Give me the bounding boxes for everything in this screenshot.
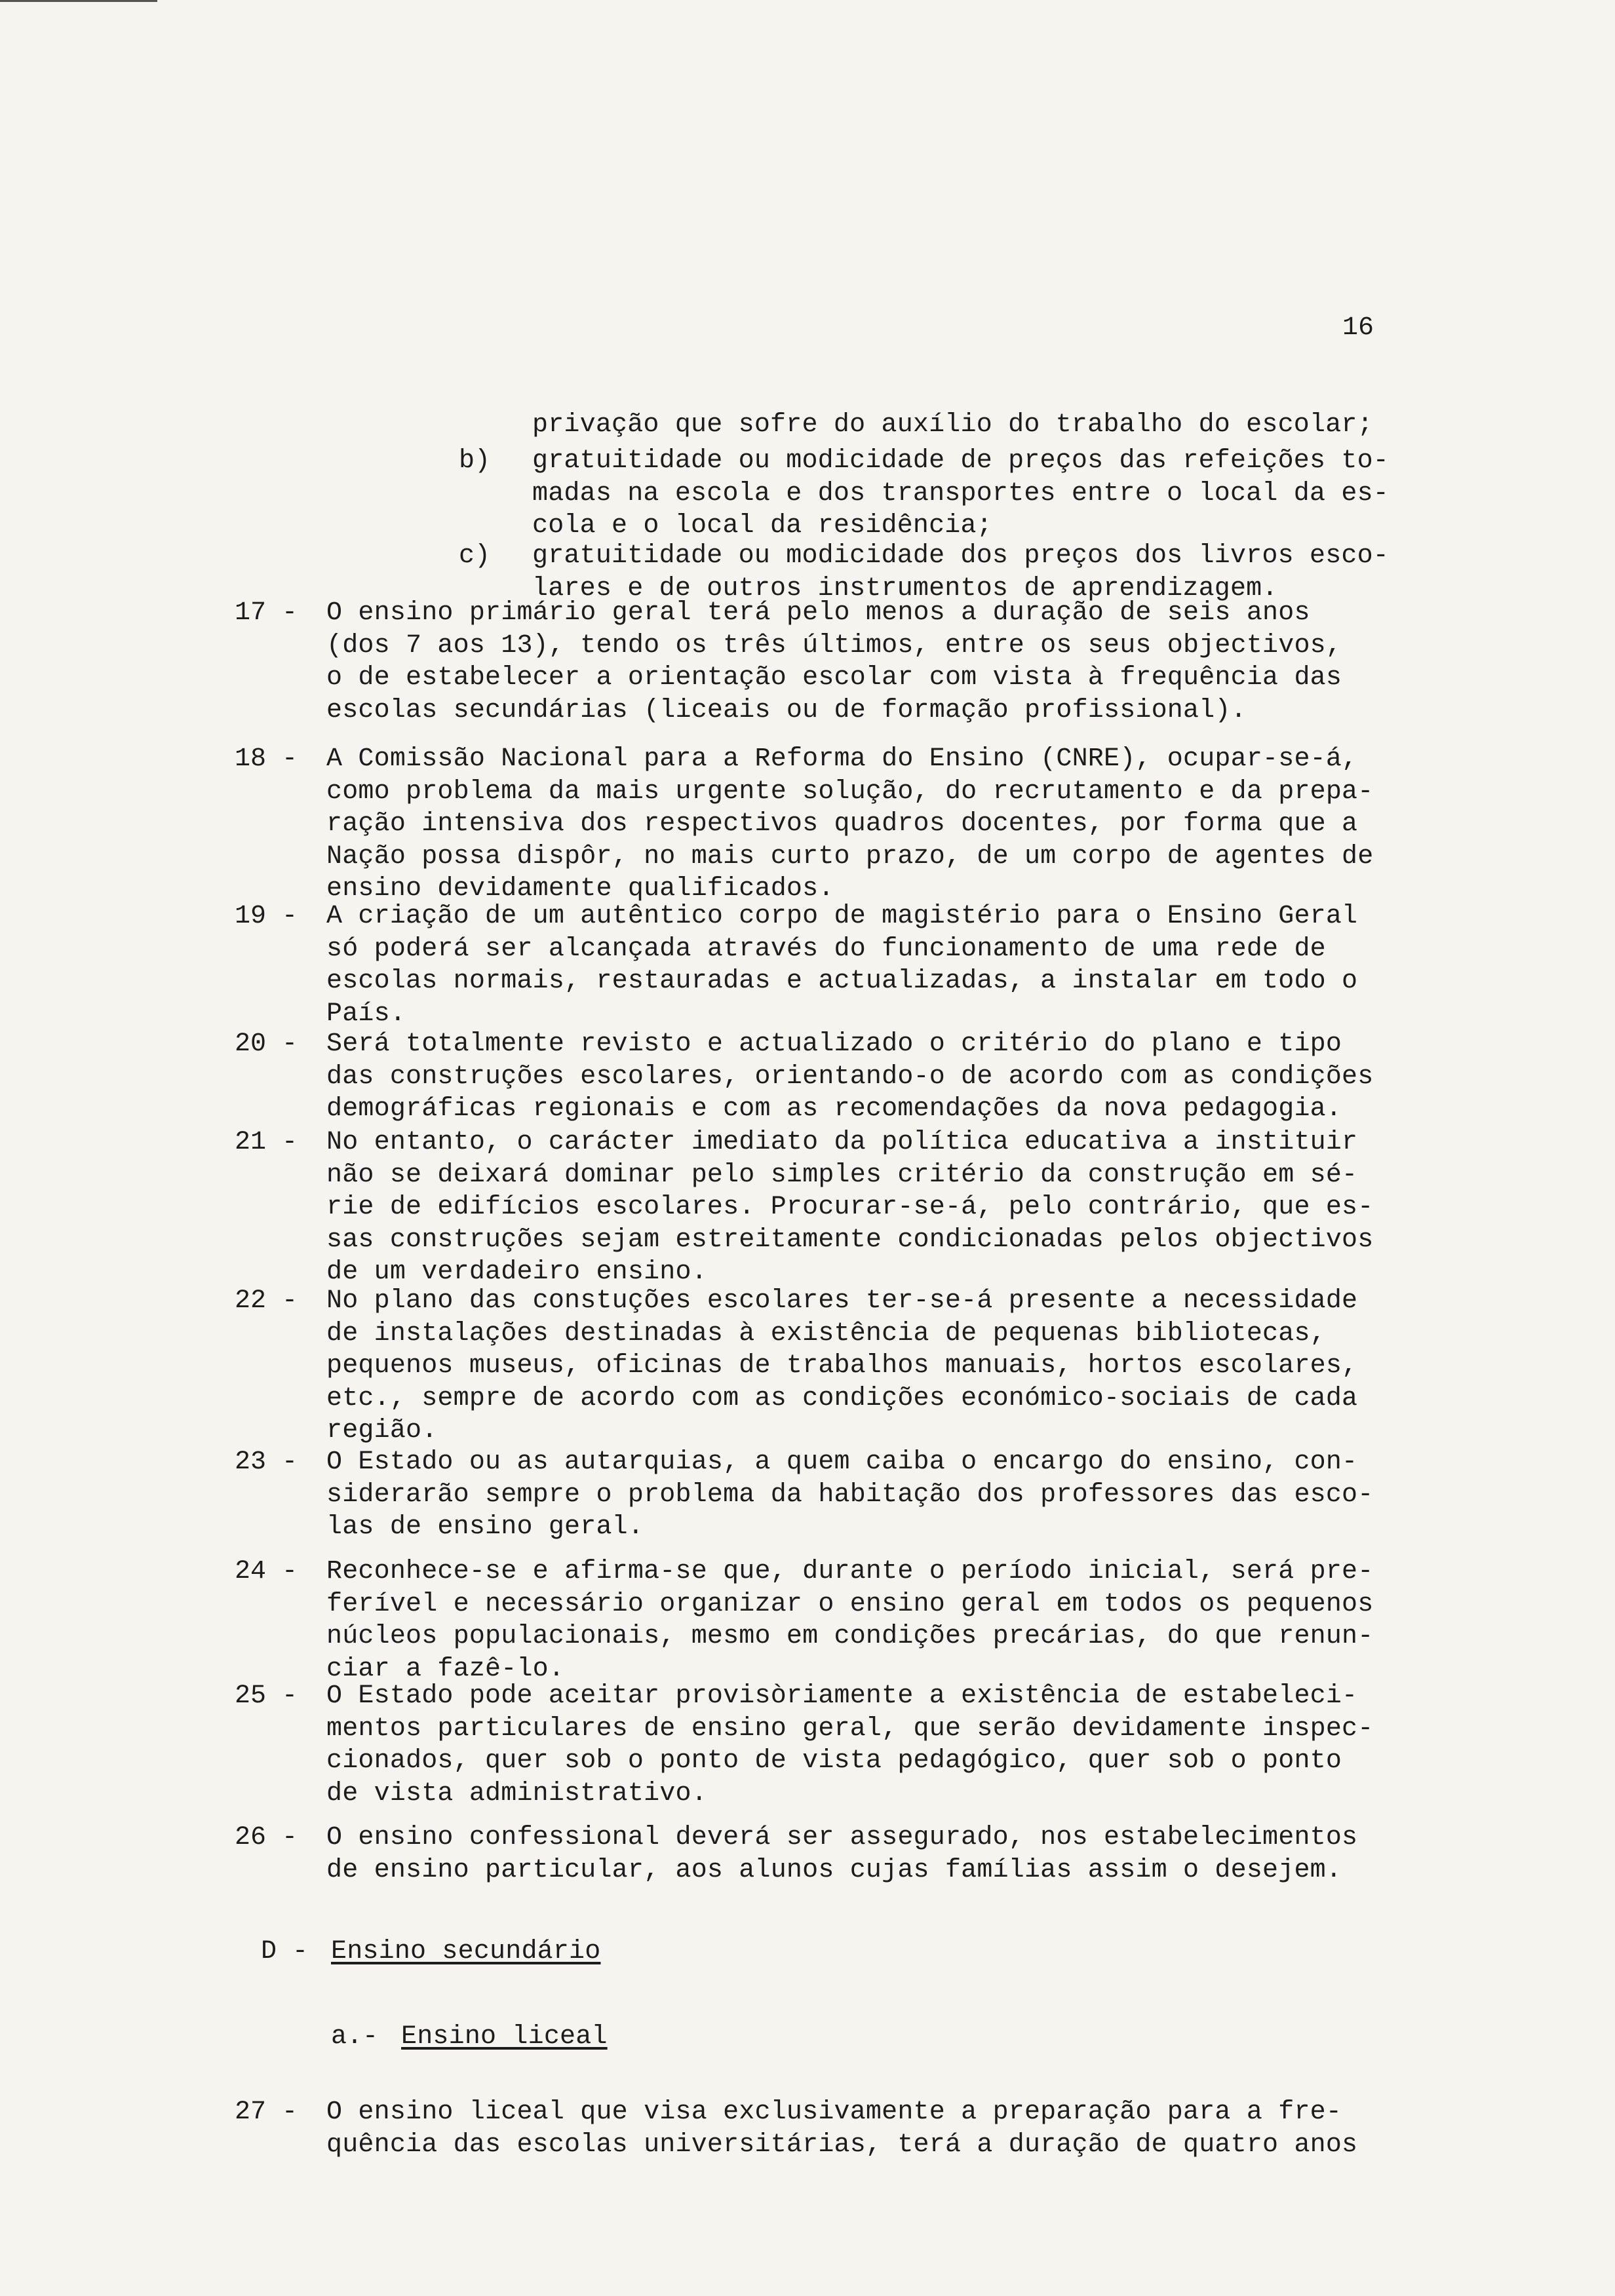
paragraph-text-line: cionados, quer sob o ponto de vista pedagógico, quer sob o ponto xyxy=(326,1746,1342,1776)
paragraph-text-line: A Comissão Nacional para a Reforma do Ensino (CNRE), ocupar-se-á, xyxy=(326,744,1358,774)
paragraph-text-line: O ensino primário geral terá pelo menos a duração de seis anos xyxy=(326,598,1310,628)
sub-item-text-line: cola e o local da residência; xyxy=(532,511,992,541)
paragraph-text-line: das construções escolares, orientando-o de acordo com as condições xyxy=(326,1062,1374,1092)
paragraph-text-line: rie de edifícios escolares. Procurar-se-á, pelo contrário, que es- xyxy=(326,1193,1374,1222)
paragraph-text-line: las de ensino geral. xyxy=(326,1512,644,1542)
paragraph-text-line: região. xyxy=(326,1416,438,1445)
paragraph-number: 27 - xyxy=(235,2097,298,2127)
paragraph-number: 22 - xyxy=(235,1286,298,1316)
paragraph-text-line: O Estado pode aceitar provisòriamente a existência de estabeleci- xyxy=(326,1681,1358,1711)
paragraph-text-line: etc., sempre de acordo com as condições económico-sociais de cada xyxy=(326,1383,1358,1413)
paragraph-text-line: País. xyxy=(326,999,406,1029)
paragraph-text-line: O ensino liceal que visa exclusivamente a preparação para a fre- xyxy=(326,2097,1342,2127)
paragraph-text-line: No plano das constuções escolares ter-se-á presente a necessidade xyxy=(326,1286,1358,1316)
paragraph-text-line: ensino devidamente qualificados. xyxy=(326,874,834,904)
sub-item-label: c) xyxy=(459,541,491,571)
sub-item-text-line: madas na escola e dos transportes entre o local da es- xyxy=(532,478,1390,508)
paragraph-text-line: Será totalmente revisto e actualizado o critério do plano e tipo xyxy=(326,1029,1342,1059)
paragraph-number: 18 - xyxy=(235,744,298,774)
paragraph-text-line: só poderá ser alcançada através do funcionamento de uma rede de xyxy=(326,934,1326,964)
top-edge-rule xyxy=(0,0,157,2)
paragraph-number: 21 - xyxy=(235,1128,298,1157)
paragraph-number: 25 - xyxy=(235,1681,298,1711)
paragraph-text-line: não se deixará dominar pelo simples critério da construção em sé- xyxy=(326,1160,1358,1190)
paragraph-text-line: A criação de um autêntico corpo de magistério para o Ensino Geral xyxy=(326,902,1358,931)
section-letter: D - xyxy=(261,1937,309,1966)
sub-item-label: b) xyxy=(459,446,491,476)
sub-item-text-line: gratuitidade ou modicidade dos preços dos livros esco- xyxy=(532,541,1390,571)
paragraph-text-line: O Estado ou as autarquias, a quem caiba o encargo do ensino, con- xyxy=(326,1447,1358,1477)
paragraph-text-line: de instalações destinadas à existência de pequenas bibliotecas, xyxy=(326,1318,1326,1349)
subsection-letter: a.- xyxy=(331,2022,379,2052)
paragraph-text-line: mentos particulares de ensino geral, que serão devidamente inspec- xyxy=(326,1713,1374,1744)
paragraph-text-line: quência das escolas universitárias, terá a duração de quatro anos xyxy=(326,2130,1358,2160)
paragraph-text-line: (dos 7 aos 13), tendo os três últimos, entre os seus objectivos, xyxy=(326,630,1342,660)
paragraph-text-line: ciar a fazê-lo. xyxy=(326,1654,565,1684)
paragraph-number: 26 - xyxy=(235,1823,298,1852)
paragraph-text-line: ferível e necessário organizar o ensino geral em todos os pequenos xyxy=(326,1589,1374,1619)
paragraph-text-line: ração intensiva dos respectivos quadros docentes, por forma que a xyxy=(326,809,1358,839)
paragraph-text-line: núcleos populacionais, mesmo em condições precárias, do que renun- xyxy=(326,1622,1374,1651)
paragraph-text-line: siderarão sempre o problema da habitação dos professores das esco- xyxy=(326,1480,1374,1510)
paragraph-number: 24 - xyxy=(235,1557,298,1586)
paragraph-text-line: Nação possa dispôr, no mais curto prazo, de um corpo de agentes de xyxy=(326,841,1374,871)
sub-item-text-line: lares e de outros instrumentos de aprendizagem. xyxy=(532,573,1278,603)
paragraph-number: 19 - xyxy=(235,902,298,931)
sub-item-text-line: privação que sofre do auxílio do trabalho do escolar; xyxy=(532,410,1373,440)
paragraph-number: 20 - xyxy=(235,1029,298,1059)
sub-item-text-line: gratuitidade ou modicidade de preços das refeições to- xyxy=(532,446,1390,476)
paragraph-text-line: de vista administrativo. xyxy=(326,1778,707,1808)
paragraph-text-line: escolas secundárias (liceais ou de formação profissional). xyxy=(326,695,1247,725)
paragraph-text-line: de ensino particular, aos alunos cujas famílias assim o desejem. xyxy=(326,1855,1342,1885)
paragraph-text-line: como problema da mais urgente solução, do recrutamento e da prepa- xyxy=(326,776,1374,807)
paragraph-text-line: O ensino confessional deverá ser assegurado, nos estabelecimentos xyxy=(326,1823,1358,1852)
paragraph-text-line: demográficas regionais e com as recomendações da nova pedagogia. xyxy=(326,1094,1342,1124)
paragraph-text-line: o de estabelecer a orientação escolar com vista à frequência das xyxy=(326,663,1342,693)
paragraph-number: 23 - xyxy=(235,1447,298,1477)
paragraph-text-line: escolas normais, restauradas e actualizadas, a instalar em todo o xyxy=(326,966,1358,996)
paragraph-text-line: sas construções sejam estreitamente condicionadas pelos objectivos xyxy=(326,1225,1374,1255)
section-heading: Ensino secundário xyxy=(331,1937,601,1966)
paragraph-text-line: pequenos museus, oficinas de trabalhos manuais, hortos escolares, xyxy=(326,1351,1358,1381)
paragraph-text-line: No entanto, o carácter imediato da política educativa a instituir xyxy=(326,1128,1358,1157)
paragraph-text-line: Reconhece-se e afirma-se que, durante o período inicial, será pre- xyxy=(326,1557,1374,1586)
paragraph-number: 17 - xyxy=(235,598,298,628)
page-number: 16 xyxy=(1342,313,1374,343)
subsection-heading: Ensino liceal xyxy=(401,2022,608,2052)
paragraph-text-line: de um verdadeiro ensino. xyxy=(326,1257,707,1287)
